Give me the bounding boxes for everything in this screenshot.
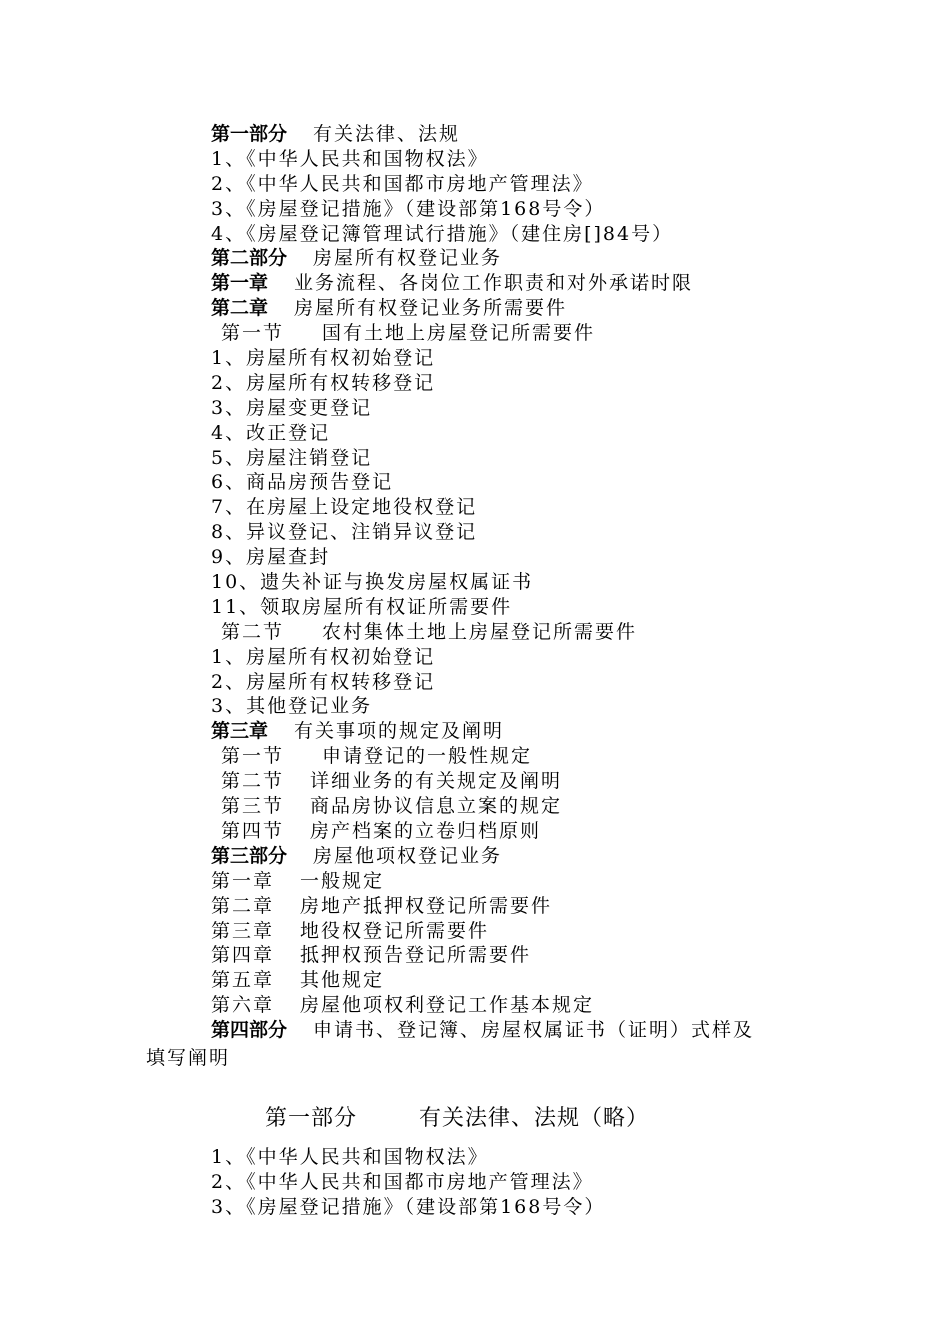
chapter-label: 第三章	[211, 720, 269, 743]
chapter-label: 第二章	[211, 894, 275, 917]
section-title: 详细业务的有关规定及阐明	[310, 770, 563, 793]
toc-part-3	[211, 844, 831, 869]
toc-part-2	[211, 246, 831, 271]
list-item: 1、房屋所有权初始登记	[211, 347, 436, 370]
list-item: 1、《中华人民共和国物权法》	[211, 1146, 489, 1168]
part-label: 第二部分	[211, 247, 288, 270]
toc-section	[211, 620, 831, 645]
list-item: 1、房屋所有权初始登记	[211, 645, 436, 668]
part-label: 第三部分	[211, 844, 288, 867]
toc-section	[211, 794, 831, 819]
list-item: 4、改正登记	[211, 421, 331, 444]
toc-chapter	[211, 869, 831, 894]
section-label: 第一节	[221, 745, 285, 768]
list-item: 1、《中华人民共和国物权法》	[211, 147, 489, 170]
section-heading-label: 第一部分	[265, 1106, 358, 1131]
chapter-title: 房地产抵押权登记所需要件	[300, 894, 553, 917]
toc-part-1	[211, 122, 831, 147]
part-label: 第四部分	[211, 1019, 288, 1042]
chapter-label: 第六章	[211, 994, 275, 1017]
part-title: 房屋所有权登记业务	[313, 247, 503, 270]
list-item: 3、其他登记业务	[211, 695, 373, 718]
section-label: 第四节	[221, 819, 285, 842]
list-item: 2、房屋所有权转移登记	[211, 670, 436, 693]
list-item: 5、房屋注销登记	[211, 446, 373, 469]
chapter-title: 业务流程、各岗位工作职责和对外承诺时限	[294, 272, 694, 295]
list-item: 4、《房屋登记簿管理试行措施》（建住房[]84号）	[211, 222, 674, 245]
toc-chapter	[211, 968, 831, 993]
list-item: 6、商品房预告登记	[211, 471, 394, 494]
chapter-title: 地役权登记所需要件	[300, 919, 490, 942]
chapter-label: 第五章	[211, 969, 275, 992]
list-item: 9、房屋查封	[211, 546, 331, 569]
chapter-title: 抵押权预告登记所需要件	[300, 944, 532, 967]
toc-part-4-continuation: 填写阐明	[146, 1047, 231, 1069]
list-item: 3、房屋变更登记	[211, 396, 373, 419]
section-law-list	[211, 1145, 605, 1220]
chapter-label: 第二章	[211, 297, 269, 320]
chapter-title: 其他规定	[300, 969, 385, 992]
chapter-label: 第四章	[211, 944, 275, 967]
part-label: 第一部分	[211, 123, 288, 145]
table-of-contents	[211, 122, 831, 1043]
toc-chapter	[211, 993, 831, 1018]
section-label: 第二节	[221, 770, 285, 793]
part-title: 申请书、登记簿、房屋权属证书（证明）式样及	[313, 1019, 755, 1042]
toc-section	[211, 819, 831, 844]
list-item: 8、异议登记、注销异议登记	[211, 521, 478, 544]
toc-chapter	[211, 894, 831, 919]
chapter-title: 一般规定	[300, 869, 385, 892]
toc-section	[211, 769, 831, 794]
section-heading-title: 有关法律、法规（略）	[419, 1106, 650, 1131]
chapter-label: 第一章	[211, 869, 275, 892]
section-label: 第二节	[221, 620, 285, 643]
list-item: 3、《房屋登记措施》（建设部第168号令）	[211, 197, 606, 220]
section-label: 第一节	[221, 322, 285, 345]
list-item: 2、房屋所有权转移登记	[211, 371, 436, 394]
toc-section	[211, 744, 831, 769]
toc-chapter	[211, 719, 831, 744]
section-title: 国有土地上房屋登记所需要件	[322, 322, 596, 345]
toc-chapter	[211, 296, 831, 321]
list-item: 3、《房屋登记措施》（建设部第168号令）	[211, 1195, 606, 1218]
part-title: 有关法律、法规	[313, 123, 461, 145]
section-title: 农村集体土地上房屋登记所需要件	[322, 620, 638, 643]
section-title: 房产档案的立卷归档原则	[310, 819, 542, 842]
list-item: 11、领取房屋所有权证所需要件	[211, 595, 513, 618]
section-title: 商品房协议信息立案的规定	[310, 795, 563, 818]
part-title: 房屋他项权登记业务	[313, 844, 503, 867]
chapter-label: 第三章	[211, 919, 275, 942]
toc-chapter	[211, 271, 831, 296]
list-item: 2、《中华人民共和国都市房地产管理法》	[211, 172, 594, 195]
chapter-label: 第一章	[211, 272, 269, 295]
toc-chapter	[211, 919, 831, 944]
chapter-title: 房屋他项权利登记工作基本规定	[300, 994, 595, 1017]
list-item: 10、遗失补证与换发房屋权属证书	[211, 571, 534, 594]
list-item: 2、《中华人民共和国都市房地产管理法》	[211, 1170, 594, 1193]
section-label: 第三节	[221, 795, 285, 818]
list-item: 7、在房屋上设定地役权登记	[211, 496, 478, 519]
chapter-title: 有关事项的规定及阐明	[294, 720, 505, 743]
toc-part-4	[211, 1018, 831, 1043]
toc-section	[211, 321, 831, 346]
section-title: 申请登记的一般性规定	[322, 745, 533, 768]
section-heading	[265, 1104, 649, 1134]
chapter-title: 房屋所有权登记业务所需要件	[294, 297, 568, 320]
toc-chapter	[211, 943, 831, 968]
